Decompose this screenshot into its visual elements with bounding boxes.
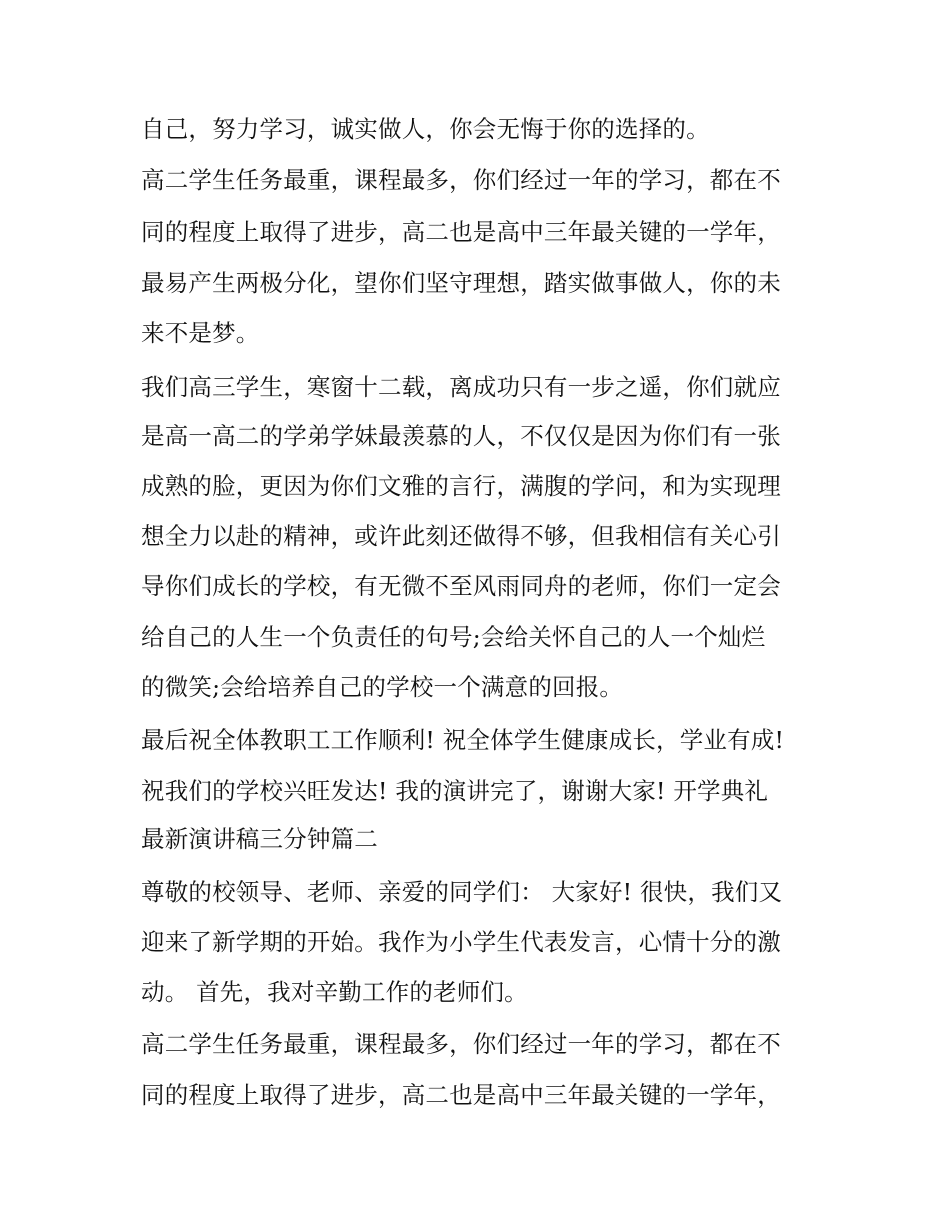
text-line: 同的程度上取得了进步，高二也是高中三年最关键的一学年， <box>141 1081 781 1109</box>
text-line: 的微笑;会给培养自己的学校一个满意的回报。 <box>141 673 624 701</box>
text-line: 动。 首先，我对辛勤工作的老师们。 <box>141 978 528 1006</box>
text-line: 尊敬的校领导、老师、亲爱的同学们： 大家好! 很快，我们又 <box>141 878 783 906</box>
text-line: 给自己的人生一个负责任的句号;会给关怀自己的人一个灿烂 <box>141 623 766 651</box>
text-line: 迎来了新学期的开始。我作为小学生代表发言，心情十分的激 <box>141 928 781 956</box>
text-line: 祝我们的学校兴旺发达! 我的演讲完了，谢谢大家! 开学典礼 <box>141 777 769 805</box>
text-line: 高二学生任务最重，课程最多，你们经过一年的学习，都在不 <box>141 1030 781 1058</box>
text-line: 自己，努力学习，诚实做人，你会无悔于你的选择的。 <box>141 115 710 143</box>
text-line: 最后祝全体教职工工作顺利! 祝全体学生健康成长，学业有成! <box>141 726 785 754</box>
text-line: 同的程度上取得了进步，高二也是高中三年最关键的一学年， <box>141 218 781 246</box>
section-heading: 最新演讲稿三分钟篇二 <box>141 825 378 853</box>
text-line: 是高一高二的学弟学妹最羡慕的人，不仅仅是因为你们有一张 <box>141 422 781 450</box>
text-line: 导你们成长的学校，有无微不至风雨同舟的老师，你们一定会 <box>141 572 781 600</box>
text-line: 高二学生任务最重，课程最多，你们经过一年的学习，都在不 <box>141 166 781 194</box>
text-line: 来不是梦。 <box>141 319 260 347</box>
text-line: 最易产生两极分化，望你们坚守理想，踏实做事做人，你的未 <box>141 269 781 297</box>
text-line: 想全力以赴的精神，或许此刻还做得不够，但我相信有关心引 <box>141 522 781 550</box>
text-line: 我们高三学生，寒窗十二载，离成功只有一步之遥，你们就应 <box>141 373 781 401</box>
text-line: 成熟的脸，更因为你们文雅的言行，满腹的学问，和为实现理 <box>141 472 781 500</box>
